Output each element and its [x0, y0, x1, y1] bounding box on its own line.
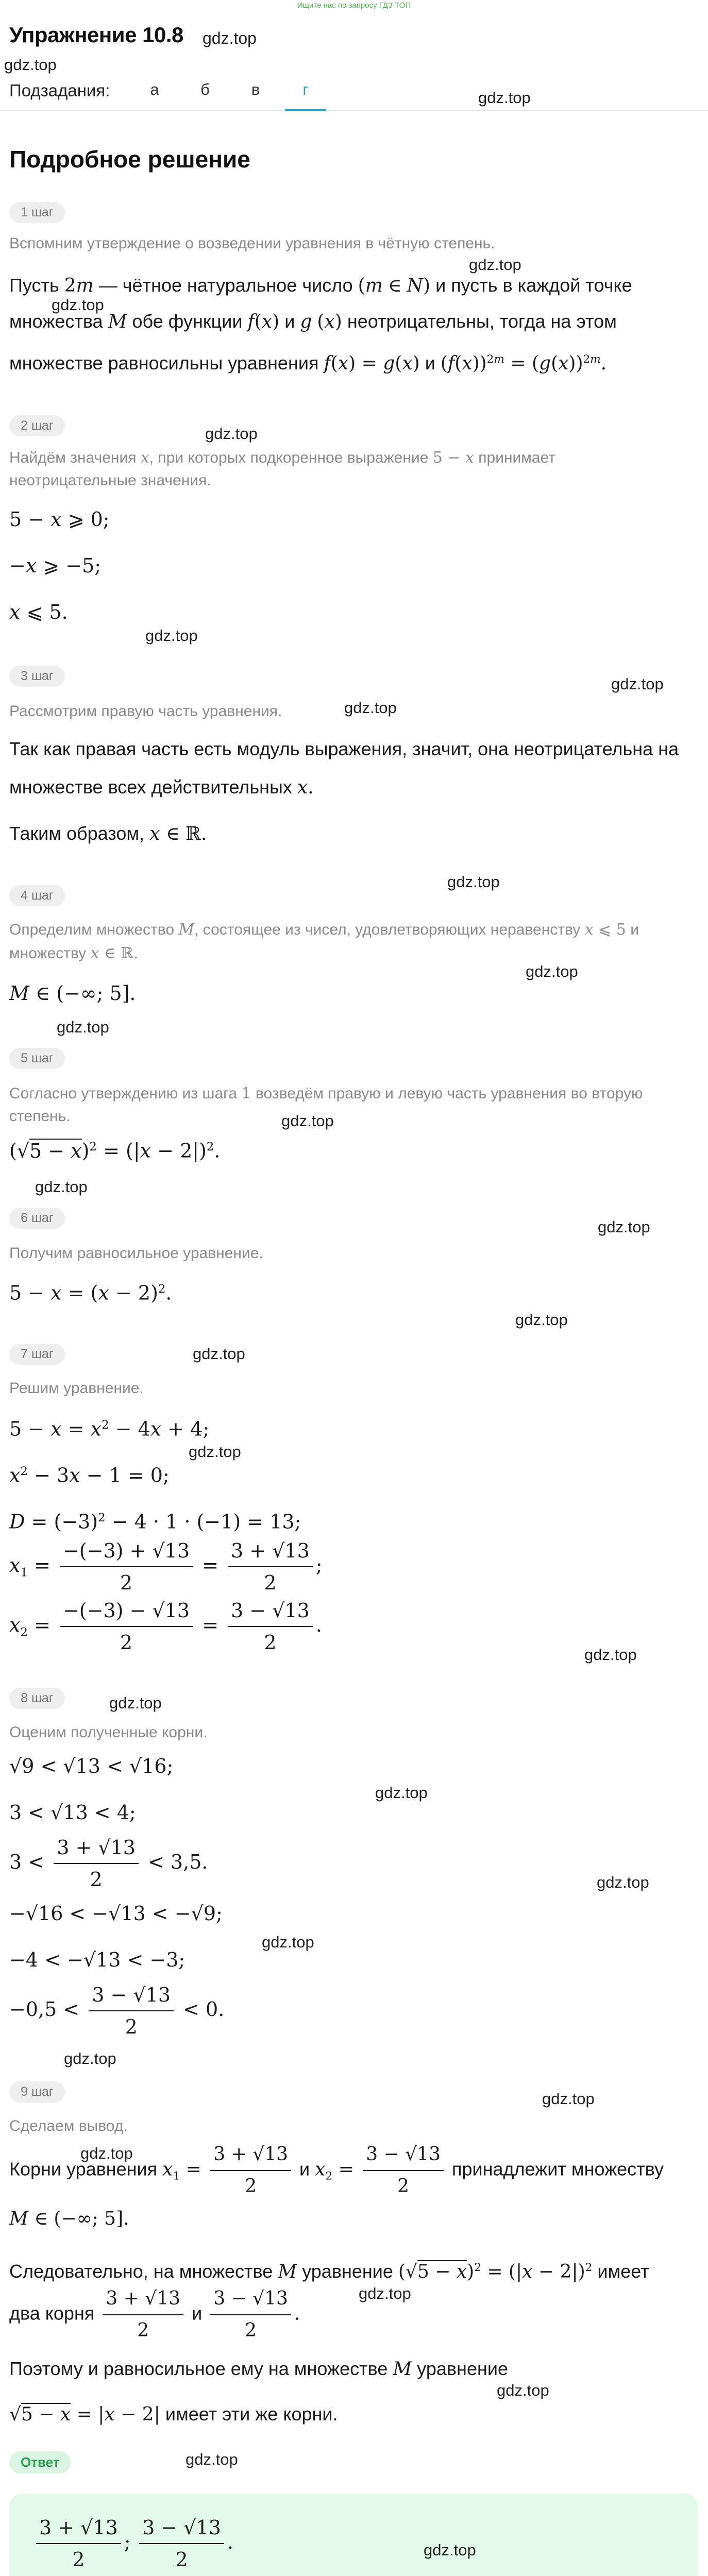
solution-heading: Подробное решение: [9, 146, 250, 173]
step-hint: Решим уравнение.: [9, 1380, 144, 1397]
page-title: Упражнение 10.8: [9, 23, 183, 47]
top-banner[interactable]: Ищите нас по запросу ГДЗ ТОП: [297, 1, 411, 10]
watermark: gdz.top: [584, 1646, 637, 1664]
watermark: gdz.top: [497, 2381, 549, 2399]
watermark: gdz.top: [193, 1345, 245, 1363]
math-line: $x_2$ = $\frac{-(-3) - √13}{2}$ = $\frac{3 - √13}{2}$ .: [9, 1597, 322, 1656]
tab-v[interactable]: в: [251, 80, 260, 98]
step-hint: Вспомним утверждение о возведении уравнения в чётную степень.: [9, 235, 495, 252]
step-text: два корня $\frac{3 + √13}{2}$ и $\frac{3 - √13}{2}$ .: [9, 2285, 300, 2344]
watermark: gdz.top: [281, 1112, 334, 1130]
step-hint: множеству x ∈ ℝ.: [9, 944, 139, 962]
step-text: Следовательно, на множестве M уравнение $(√5 - x)^2 = (|x - 2|)^2$ имеет: [9, 2261, 649, 2282]
math-line: −x ⩾ −5;: [9, 554, 102, 577]
watermark: gdz.top: [424, 2541, 476, 2559]
step-badge: 5 шаг: [9, 1048, 65, 1069]
watermark: gdz.top: [344, 699, 397, 717]
step-hint: Сделаем вывод.: [9, 2117, 128, 2134]
watermark: gdz.top: [478, 89, 531, 107]
watermark: gdz.top: [469, 256, 521, 274]
step-text: √5 − x = |x − 2| имеет эти же корни.: [9, 2403, 338, 2425]
step-text: Поэтому и равносильное ему на множестве M уравнение: [9, 2358, 508, 2380]
math-line: x ⩽ 5.: [9, 601, 68, 623]
step-text: множестве всех действительных x.: [9, 776, 314, 798]
math-line: $5 - x = (x - 2)^2$.: [9, 1281, 172, 1304]
step-hint: неотрицательные значения.: [9, 472, 211, 489]
step-text: Таким образом, x ∈ ℝ.: [9, 823, 207, 844]
step-text: множества M обе функции f(x) и g (x) неотрицательны, тогда на этом: [9, 311, 617, 332]
step-text: Так как правая часть есть модуль выражения, значит, она неотрицательна на: [9, 738, 679, 759]
step-hint: Определим множество M, состоящее из чисел, удовлетворяющих неравенству x ⩽ 5 и: [9, 921, 639, 939]
active-tab-indicator: [285, 109, 326, 111]
answer-value: $\frac{3 + √13}{2}$ ; $\frac{3 - √13}{2}$ .: [33, 2514, 233, 2573]
math-line: $x_1$ = $\frac{-(-3) + √13}{2}$ = $\frac{3 + √13}{2}$ ;: [9, 1537, 323, 1596]
watermark: gdz.top: [64, 2049, 116, 2067]
watermark: gdz.top: [447, 873, 500, 891]
step-badge: 2 шаг: [9, 415, 65, 436]
step-hint: Получим равносильное уравнение.: [9, 1245, 263, 1262]
step-hint: Рассмотрим правую часть уравнения.: [9, 703, 282, 720]
step-text: M ∈ (−∞; 5].: [9, 2208, 129, 2229]
watermark: gdz.top: [611, 675, 664, 693]
watermark: gdz.top: [359, 2284, 411, 2302]
watermark: gdz.top: [526, 962, 578, 980]
step-badge: 6 шаг: [9, 1208, 65, 1229]
step-badge: 9 шаг: [9, 2081, 65, 2103]
watermark: gdz.top: [189, 1443, 241, 1461]
tab-g[interactable]: г: [302, 80, 309, 98]
step-hint: Найдём значения x, при которых подкоренное выражение 5 − x принимает: [9, 449, 556, 467]
math-line: 3 < √13 < 4;: [9, 1801, 136, 1824]
watermark: gdz.top: [57, 1018, 109, 1036]
math-line: −4 < −√13 < −3;: [9, 1948, 186, 1971]
step-text: Пусть 2m — чётное натуральное число (m ∈ N) и пусть в каждой точке: [9, 275, 632, 296]
watermark: gdz.top: [203, 29, 257, 47]
math-line: $x^2 - 3x - 1 = 0$;: [9, 1464, 170, 1487]
step-badge: 7 шаг: [9, 1344, 65, 1365]
step-hint: степень.: [9, 1108, 71, 1125]
watermark: gdz.top: [542, 2090, 595, 2108]
step-badge: 1 шаг: [9, 202, 65, 223]
step-badge: 4 шаг: [9, 885, 65, 906]
watermark: gdz.top: [375, 1784, 428, 1802]
math-line: −0,5 < $\frac{3 - √13}{2}$ < 0.: [9, 1981, 224, 2040]
watermark: gdz.top: [52, 296, 104, 314]
step-text: множестве равносильны уравнения f(x) = g(x) и $(f(x))^{2m} = (g(x))^{2m}$.: [9, 352, 607, 374]
tab-a[interactable]: а: [150, 80, 159, 98]
math-line: −√16 < −√13 < −√9;: [9, 1902, 223, 1925]
step-text: Корни уравнения $x_1$ = $\frac{3 + √13}{2}$ и $x_2$ = $\frac{3 - √13}{2}$ принадлежит множеству: [9, 2141, 664, 2200]
watermark: gdz.top: [35, 1178, 88, 1196]
step-hint: Оценим полученные корни.: [9, 1724, 208, 1741]
math-line: $(√5 - x)^2 = (|x - 2|)^2$.: [9, 1139, 221, 1162]
watermark: gdz.top: [4, 56, 57, 74]
watermark: gdz.top: [205, 425, 258, 443]
math-line: 5 − x ⩾ 0;: [9, 508, 110, 531]
math-line: $5 - x = x^2 - 4x + 4$;: [9, 1417, 210, 1440]
math-line: M ∈ (−∞; 5].: [9, 982, 136, 1005]
watermark: gdz.top: [515, 1311, 568, 1329]
tab-b[interactable]: б: [200, 80, 210, 98]
watermark: gdz.top: [80, 2144, 133, 2162]
tabs-divider: [0, 110, 708, 111]
watermark: gdz.top: [262, 1933, 314, 1951]
watermark: gdz.top: [109, 1694, 162, 1712]
step-badge: 3 шаг: [9, 666, 65, 687]
math-line: √9 < √13 < √16;: [9, 1755, 174, 1777]
answer-badge: Ответ: [9, 2451, 71, 2473]
math-line: 3 < $\frac{3 + √13}{2}$ < 3,5.: [9, 1834, 208, 1893]
subtasks-label: Подзадания:: [9, 81, 110, 100]
math-line: $D = (-3)^2 - 4 \cdot 1 \cdot (-1) = 13$;: [9, 1510, 301, 1533]
step-hint: Согласно утверждению из шага 1 возведём правую и левую часть уравнения во вторую: [9, 1084, 643, 1103]
watermark: gdz.top: [186, 2450, 238, 2468]
watermark: gdz.top: [145, 626, 198, 645]
step-badge: 8 шаг: [9, 1688, 65, 1709]
watermark: gdz.top: [598, 1218, 650, 1236]
watermark: gdz.top: [597, 1873, 649, 1891]
